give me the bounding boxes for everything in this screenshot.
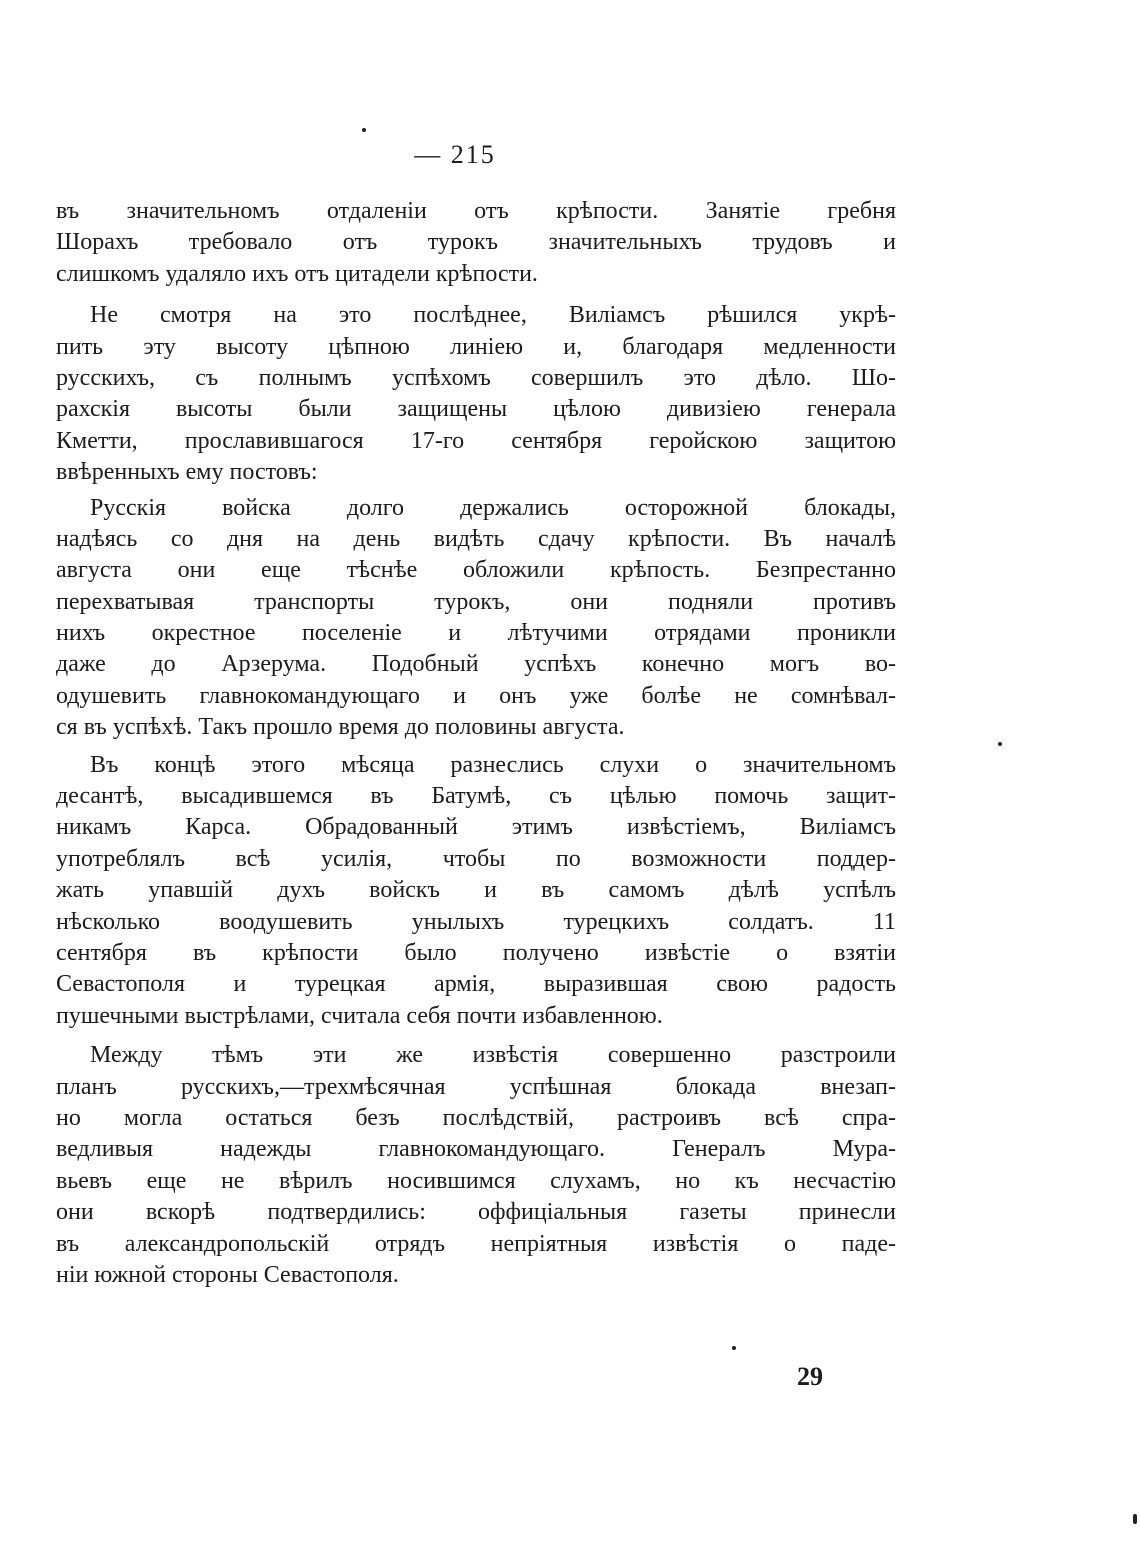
text-line: ввѣренныхъ ему постовъ: xyxy=(56,459,318,486)
text-line: планъ русскихъ,—трехмѣсячная успѣшная блокада внезап- xyxy=(56,1073,896,1100)
text-line: ведливыя надежды главнокомандующаго. Генералъ Мура- xyxy=(56,1136,896,1163)
text-line: Между тѣмъ эти же извѣстія совершенно разстроили xyxy=(90,1042,896,1069)
text-line: никамъ Карса. Обрадованный этимъ извѣстіемъ, Виліамсъ xyxy=(56,814,896,841)
scan-speck xyxy=(362,128,366,132)
text-line: они вскорѣ подтвердились: оффиціальныя газеты принесли xyxy=(56,1199,896,1226)
text-line: пить эту высоту цѣпною линіею и, благодаря медленности xyxy=(56,333,896,360)
text-line: даже до Арзерума. Подобный успѣхъ конечно могъ во- xyxy=(56,651,896,678)
page-number: — 215 xyxy=(414,140,496,169)
paragraph-5 xyxy=(56,1040,896,1291)
text-line: надѣясь со дня на день видѣть сдачу крѣпости. Въ началѣ xyxy=(56,525,896,552)
text-line: перехватывая транспорты турокъ, они подняли противъ xyxy=(56,588,896,615)
text-line: нѣсколько воодушевить унылыхъ турецкихъ солдатъ. 11 xyxy=(56,908,896,935)
text-line: употреблялъ всѣ усилія, чтобы по возможности поддер- xyxy=(56,845,896,872)
text-line: ся въ успѣхѣ. Такъ прошло время до половины августа. xyxy=(56,714,625,741)
text-line: ніи южной стороны Севастополя. xyxy=(56,1261,399,1288)
text-line: одушевить главнокомандующаго и онъ уже болѣе не сомнѣвал- xyxy=(56,682,896,709)
text-line: русскихъ, съ полнымъ успѣхомъ совершилъ это дѣло. Шо- xyxy=(56,364,896,391)
text-line: Севастополя и турецкая армія, выразившая свою радость xyxy=(56,971,896,998)
text-line: Шорахъ требовало отъ турокъ значительныхъ трудовъ и xyxy=(56,229,896,256)
signature-mark: 29 xyxy=(797,1362,823,1391)
text-line: Не смотря на это послѣднее, Виліамсъ рѣшился укрѣ- xyxy=(90,302,896,329)
scan-speck xyxy=(732,1346,736,1350)
text-line: десантѣ, высадившемся въ Батумѣ, съ цѣлью помочь защит- xyxy=(56,783,896,810)
text-line: Кметти, прославившагося 17-го сентября геройскою защитою xyxy=(56,427,896,454)
text-line: жать упавшій духъ войскъ и въ самомъ дѣлѣ успѣлъ xyxy=(56,877,896,904)
text-line: августа они еще тѣснѣе обложили крѣпость. Безпрестанно xyxy=(56,557,896,584)
text-line: вьевъ еще не вѣрилъ носившимся слухамъ, но къ несчастію xyxy=(56,1167,896,1194)
text-line: въ значительномъ отдаленіи отъ крѣпости. Занятіе гребня xyxy=(56,198,896,224)
text-line: Въ концѣ этого мѣсяца разнеслись слухи о значительномъ xyxy=(90,751,896,778)
paragraph-1 xyxy=(56,196,896,290)
text-line: слишкомъ удаляло ихъ отъ цитадели крѣпости. xyxy=(56,260,538,287)
paragraph-2 xyxy=(56,300,896,488)
body-text xyxy=(56,196,896,1291)
text-line: но могла остаться безъ послѣдствій, растроивъ всѣ спра- xyxy=(56,1104,896,1131)
text-line: рахскія высоты были защищены цѣлою дивизіею генерала xyxy=(56,396,896,423)
text-line: въ александропольскій отрядъ непріятныя извѣстія о паде- xyxy=(56,1230,896,1257)
scan-speck xyxy=(998,742,1002,746)
paragraph-4 xyxy=(56,750,896,1033)
scan-speck xyxy=(1133,1514,1137,1524)
paragraph-3 xyxy=(56,493,896,744)
text-line: пушечными выстрѣлами, считала себя почти избавленною. xyxy=(56,1002,663,1029)
text-line: Русскія войска долго держались осторожной блокады, xyxy=(90,494,896,521)
text-line: нихъ окрестное поселеніе и лѣтучими отрядами проникли xyxy=(56,620,896,647)
text-line: сентября въ крѣпости было получено извѣстіе о взятіи xyxy=(56,939,896,966)
